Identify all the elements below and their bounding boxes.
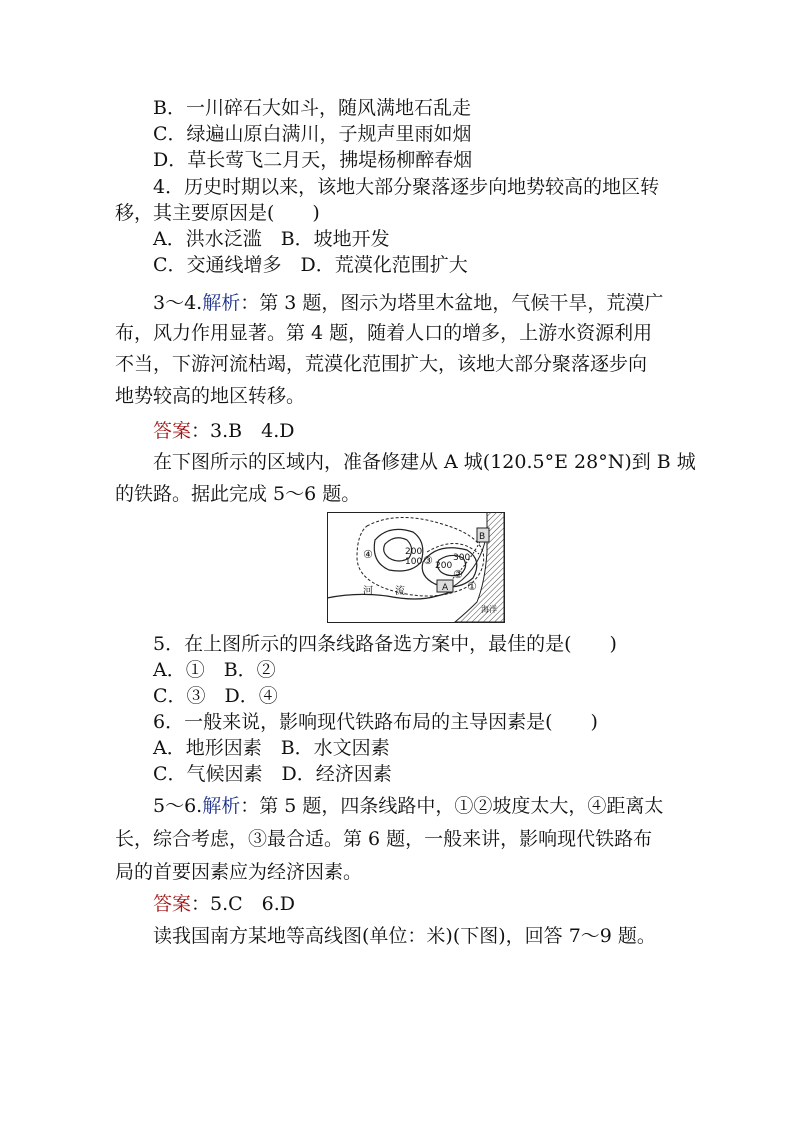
answer-3-4 (153, 418, 294, 444)
contour-label: 200 (405, 547, 423, 557)
analysis-text: ：第 5 题，四条线路中，①②坡度太大，④距离太 (240, 795, 664, 817)
option-c-line: C．绿遍山原白满川，子规声里雨如烟 (153, 123, 472, 145)
river-label: 河 (363, 586, 373, 597)
question-6: 6．一般来说，影响现代铁路布局的主导因素是( ) (153, 711, 598, 733)
analysis-5-6-line2: 长，综合考虑，③最合适。第 6 题，一般来讲，影响现代铁路布 (115, 828, 653, 850)
answer-5-6 (153, 891, 295, 917)
route-label: ② (453, 568, 463, 581)
contour-map (327, 512, 505, 623)
question-4-options-cd: C．交通线增多 D．荒漠化范围扩大 (153, 254, 468, 276)
question-5-options-ab: A．① B．② (153, 659, 276, 681)
route-label: ① (467, 580, 477, 593)
answer-text: ：5.C 6.D (191, 893, 296, 915)
contour-map-figure (327, 512, 505, 623)
question-6-options-cd: C．气候因素 D．经济因素 (153, 763, 392, 785)
option-b-line: B．一川碎石大如斗，随风满地石乱走 (153, 97, 471, 119)
answer-label: 答案 (153, 420, 192, 442)
answer-text: ：3.B 4.D (191, 420, 295, 442)
city-label: A (442, 583, 449, 593)
option-d-line: D．草长莺飞二月天，拂堤杨柳醉春烟 (153, 149, 473, 171)
question-4-line2: 移，其主要原因是( ) (115, 202, 320, 224)
contour-label: 300 (453, 553, 471, 563)
question-5-options-cd: C．③ D．④ (153, 685, 278, 707)
question-6-options-ab: A．地形因素 B．水文因素 (153, 737, 390, 759)
city-label: B (479, 532, 486, 542)
route-label: ③ (423, 554, 433, 567)
analysis-3-4-line1 (153, 290, 663, 316)
question-4-line1: 4．历史时期以来，该地大部分聚落逐步向地势较高的地区转 (153, 176, 660, 198)
intro-5-6-line1: 在下图所示的区域内，准备修建从 A 城(120.5°E 28°N)到 B 城 (153, 451, 696, 473)
analysis-5-6-line1 (153, 793, 663, 819)
question-4-options-ab: A．洪水泛滥 B．坡地开发 (153, 228, 390, 250)
analysis-label: 解析 (202, 292, 241, 314)
contour-label: 100 (405, 557, 423, 567)
sea-label: 海洋 (481, 605, 497, 614)
analysis-3-4-line4: 地势较高的地区转移。 (115, 385, 306, 407)
route-label: ④ (363, 548, 373, 561)
analysis-5-6-line3: 局的首要因素应为经济因素。 (115, 861, 363, 883)
intro-7-9: 读我国南方某地等高线图(单位：米)(下图)，回答 7～9 题。 (153, 925, 656, 947)
intro-5-6-line2: 的铁路。据此完成 5～6 题。 (115, 483, 361, 505)
analysis-3-4-line2: 布，风力作用显著。第 4 题，随着人口的增多，上游水资源利用 (115, 322, 653, 344)
analysis-text: ：第 3 题，图示为塔里木盆地，气候干旱，荒漠广 (240, 292, 664, 314)
analysis-prefix: 5～6. (153, 795, 203, 817)
analysis-label: 解析 (202, 795, 241, 817)
answer-label: 答案 (153, 893, 192, 915)
river-label: 流 (395, 586, 405, 597)
analysis-3-4-line3: 不当，下游河流枯竭，荒漠化范围扩大，该地大部分聚落逐步向 (115, 353, 648, 375)
contour-label: 200 (435, 561, 453, 571)
analysis-prefix: 3～4. (153, 292, 203, 314)
question-5: 5．在上图所示的四条线路备选方案中，最佳的是( ) (153, 633, 617, 655)
